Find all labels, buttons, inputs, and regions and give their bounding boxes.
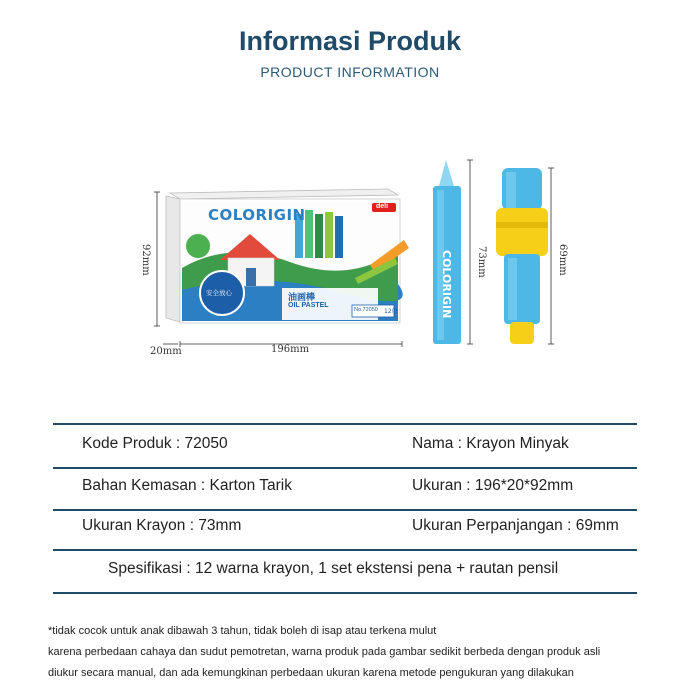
dim-label-box-width: 196mm [271, 344, 310, 355]
spec-kode: Kode Produk : 72050 [82, 435, 228, 452]
extender-grip [496, 208, 548, 256]
box-number: No.72050 [354, 307, 378, 313]
box-deli-text: deli [376, 203, 389, 210]
spec-ukuran-perpanjangan: Ukuran Perpanjangan : 69mm [412, 517, 619, 534]
box-crayon-4 [325, 212, 333, 258]
note-line-3: diukur secara manual, dan ada kemungkinan perbedaan ukuran karena metode pengukuran yang dilakukan [48, 667, 574, 679]
box-brand-text: COLORIGIN [208, 206, 306, 224]
box-top-face [170, 189, 398, 199]
box-badge-text: 安全放心 [206, 289, 232, 297]
divider-5 [53, 592, 637, 594]
box-label-cn: 油画棒 [288, 293, 316, 303]
box-side-face [166, 196, 180, 322]
page-title: Informasi Produk [238, 26, 462, 56]
box-tree [186, 234, 210, 258]
crayon-tip [439, 160, 454, 186]
box-count: 12色 [384, 308, 398, 315]
box-label-en: OIL PASTEL [288, 302, 329, 309]
spec-spesifikasi: Spesifikasi : 12 warna krayon, 1 set ekstensi pena + rautan pensil [108, 560, 559, 577]
page-subtitle: PRODUCT INFORMATION [260, 64, 440, 80]
crayon-brand-text: COLORIGIN [440, 250, 453, 319]
box-house-door [246, 268, 256, 286]
box-crayon-3 [315, 214, 323, 258]
spec-nama: Nama : Krayon Minyak [412, 435, 569, 452]
dim-label-box-depth: 20mm [150, 346, 182, 357]
box-crayon-2 [305, 210, 313, 258]
note-line-2: karena perbedaan cahaya dan sudut pemotretan, warna produk pada gambar sedikit berbeda dengan produk asli [48, 646, 601, 658]
divider-4 [53, 549, 637, 551]
spec-ukuran-krayon: Ukuran Krayon : 73mm [82, 517, 242, 534]
spec-bahan: Bahan Kemasan : Karton Tarik [82, 477, 292, 494]
dim-label-extender: 69mm [557, 244, 568, 276]
spec-ukuran: Ukuran : 196*20*92mm [412, 477, 574, 494]
dim-label-crayon: 73mm [476, 246, 487, 278]
divider-3 [53, 509, 637, 511]
box-crayon-5 [335, 216, 343, 258]
note-line-1: *tidak cocok untuk anak dibawah 3 tahun, tidak boleh di isap atau terkena mulut [48, 625, 437, 637]
divider-2 [53, 467, 637, 469]
dim-label-box-height: 92mm [140, 244, 151, 276]
extender-cap [510, 322, 534, 344]
divider-1 [53, 423, 637, 425]
